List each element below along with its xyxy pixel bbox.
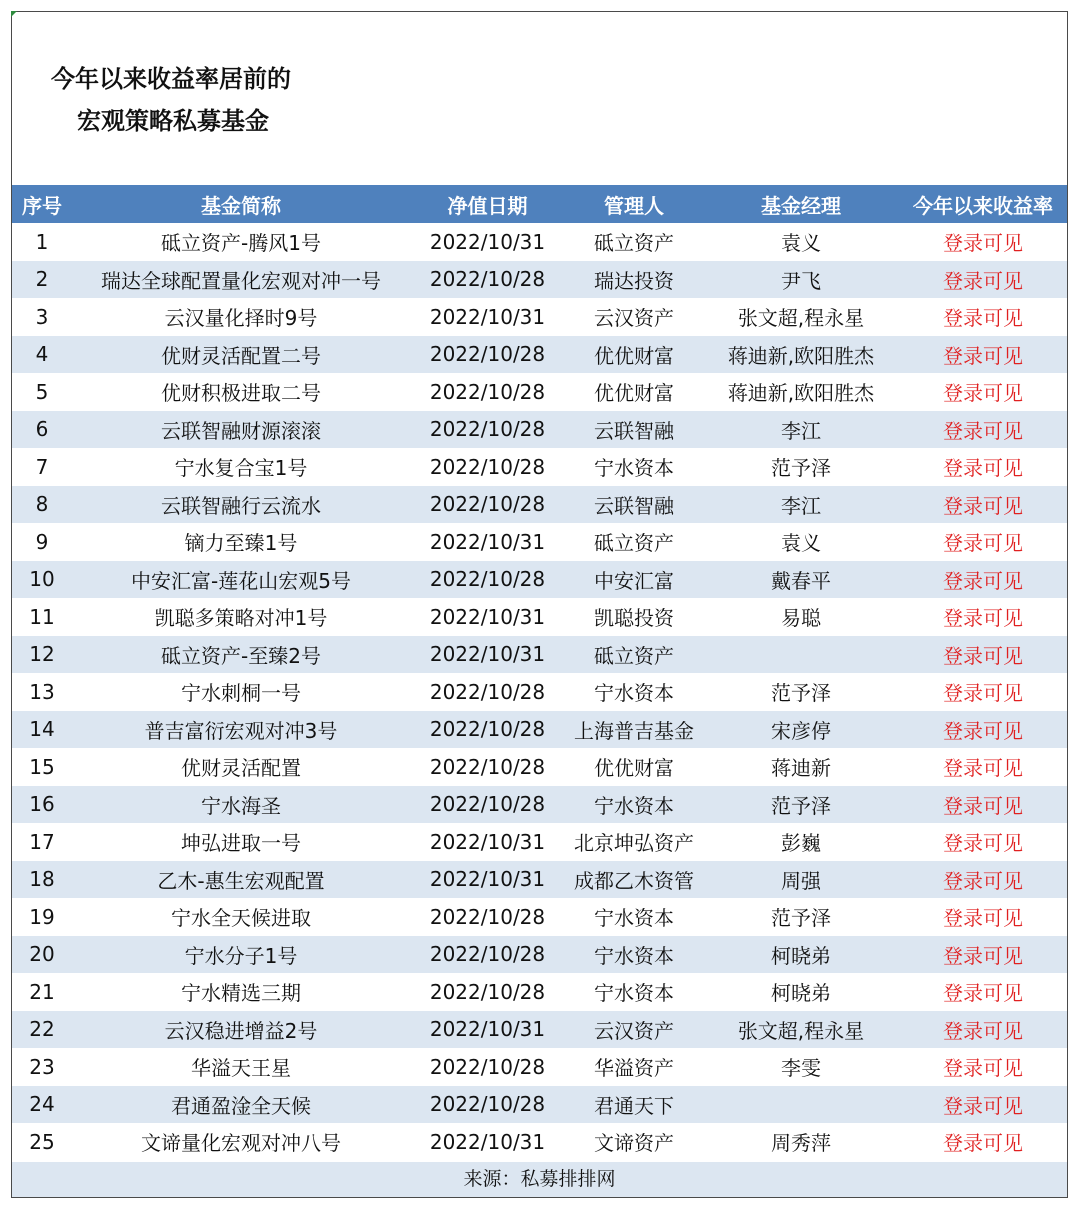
- cell-nav-date: 2022/10/28: [429, 754, 546, 779]
- cell-fund-name: 坤弘进取一号: [181, 831, 301, 856]
- cell-fund-name: 普吉富衍宏观对冲3号: [72, 711, 410, 749]
- cell-manager: 云汉资产: [565, 1011, 703, 1049]
- cell-ytd-return[interactable]: 登录可见: [943, 381, 1023, 406]
- table-row: [12, 861, 1067, 899]
- cell-manager: 凯聪投资: [594, 606, 674, 631]
- cell-manager: 优优财富: [594, 756, 674, 781]
- cell-fund-manager: 袁义: [781, 531, 821, 556]
- page-title: [0, 58, 380, 142]
- cell-manager: 成都乙木资管: [565, 861, 703, 899]
- cell-manager: 北京坤弘资产: [574, 831, 694, 856]
- cell-ytd-return[interactable]: 登录可见: [943, 231, 1023, 256]
- cell-index: 4: [12, 336, 72, 374]
- cell-manager: 华溢资产: [594, 1056, 674, 1081]
- cell-ytd-return[interactable]: 登录可见: [899, 711, 1067, 749]
- fund-table: [12, 185, 1067, 1161]
- cell-corner-marker: [11, 11, 17, 17]
- table-row: [12, 523, 1067, 561]
- cell-manager: 宁水资本: [565, 936, 703, 974]
- cell-nav-date: 2022/10/28: [410, 261, 565, 299]
- cell-fund-name: 云联智融财源滚滚: [72, 411, 410, 449]
- cell-manager: 宁水资本: [594, 456, 674, 481]
- table-row: [12, 711, 1067, 749]
- cell-fund-name: 宁水全天候进取: [171, 906, 311, 931]
- cell-ytd-return[interactable]: 登录可见: [899, 861, 1067, 899]
- table-row: [12, 261, 1067, 299]
- cell-nav-date: 2022/10/28: [410, 936, 565, 974]
- cell-ytd-return[interactable]: 登录可见: [899, 1011, 1067, 1049]
- header-fund-manager: 基金经理: [703, 185, 899, 223]
- table-row: [12, 336, 1067, 374]
- cell-fund-manager: 袁义: [781, 231, 821, 256]
- cell-manager: 云联智融: [565, 486, 703, 524]
- table-row: [12, 748, 1067, 786]
- cell-ytd-return[interactable]: 登录可见: [899, 786, 1067, 824]
- cell-manager: 宁水资本: [565, 786, 703, 824]
- cell-index: 8: [12, 486, 72, 524]
- cell-index: 16: [12, 786, 72, 824]
- cell-fund-name: 镝力至臻1号: [184, 531, 298, 556]
- table-body: [12, 223, 1067, 1161]
- cell-index: 18: [12, 861, 72, 899]
- cell-fund-manager: 蒋迪新,欧阳胜杰: [727, 381, 875, 406]
- cell-nav-date: 2022/10/31: [429, 304, 546, 329]
- cell-nav-date: 2022/10/28: [410, 561, 565, 599]
- cell-fund-manager: 蒋迪新,欧阳胜杰: [703, 336, 899, 374]
- cell-nav-date: 2022/10/28: [410, 711, 565, 749]
- cell-fund-manager: [703, 1086, 899, 1124]
- table-row: [12, 223, 1067, 261]
- cell-nav-date: 2022/10/28: [429, 454, 546, 479]
- cell-fund-name: 华溢天王星: [191, 1056, 291, 1081]
- source-note: 来源：私募排排网: [12, 1162, 1067, 1197]
- cell-fund-name: 云联智融行云流水: [72, 486, 410, 524]
- cell-fund-name: 砥立资产-腾风1号: [161, 231, 321, 256]
- cell-ytd-return[interactable]: 登录可见: [943, 756, 1023, 781]
- cell-ytd-return[interactable]: 登录可见: [943, 681, 1023, 706]
- cell-manager: 砥立资产: [594, 231, 674, 256]
- cell-fund-name: 宁水刺桐一号: [181, 681, 301, 706]
- cell-ytd-return[interactable]: 登录可见: [899, 1086, 1067, 1124]
- header-index: 序号: [12, 185, 72, 223]
- table-row: [12, 823, 1067, 861]
- cell-index: 10: [12, 561, 72, 599]
- cell-index: 24: [12, 1086, 72, 1124]
- cell-fund-name: 宁水分子1号: [72, 936, 410, 974]
- cell-fund-name: 砥立资产-至臻2号: [72, 636, 410, 674]
- cell-fund-manager: 柯晓弟: [771, 981, 831, 1006]
- cell-nav-date: 2022/10/28: [410, 411, 565, 449]
- cell-ytd-return[interactable]: 登录可见: [899, 936, 1067, 974]
- cell-manager: 宁水资本: [594, 681, 674, 706]
- cell-index: 13: [29, 679, 55, 704]
- table-row: [12, 786, 1067, 824]
- cell-fund-manager: 宋彦停: [703, 711, 899, 749]
- cell-fund-manager: 李雯: [781, 1056, 821, 1081]
- cell-fund-manager: 范予泽: [703, 786, 899, 824]
- table-row: [12, 973, 1067, 1011]
- cell-index: 21: [29, 979, 55, 1004]
- cell-ytd-return[interactable]: 登录可见: [899, 636, 1067, 674]
- cell-fund-name: 优财灵活配置: [181, 756, 301, 781]
- cell-fund-manager: 戴春平: [703, 561, 899, 599]
- table-row: [12, 561, 1067, 599]
- table-row: [12, 898, 1067, 936]
- table-header-row: [12, 185, 1067, 223]
- cell-index: 23: [29, 1054, 55, 1079]
- cell-nav-date: 2022/10/28: [429, 1054, 546, 1079]
- cell-index: 22: [12, 1011, 72, 1049]
- cell-nav-date: 2022/10/28: [429, 979, 546, 1004]
- cell-ytd-return[interactable]: 登录可见: [943, 1056, 1023, 1081]
- table-row: [12, 486, 1067, 524]
- cell-nav-date: 2022/10/31: [429, 829, 546, 854]
- cell-ytd-return[interactable]: 登录可见: [943, 606, 1023, 631]
- cell-index: 9: [35, 529, 49, 554]
- table-row: [12, 1086, 1067, 1124]
- cell-fund-name: 云汉稳进增益2号: [72, 1011, 410, 1049]
- cell-nav-date: 2022/10/28: [429, 904, 546, 929]
- cell-manager: 宁水资本: [594, 906, 674, 931]
- header-ytd-return: 今年以来收益率: [899, 185, 1067, 223]
- cell-nav-date: 2022/10/28: [410, 786, 565, 824]
- cell-fund-name: 乙木-惠生宏观配置: [72, 861, 410, 899]
- cell-manager: 中安汇富: [565, 561, 703, 599]
- cell-manager: 瑞达投资: [565, 261, 703, 299]
- cell-fund-manager: 范予泽: [771, 456, 831, 481]
- cell-fund-name: 云汉量化择时9号: [164, 306, 318, 331]
- cell-fund-name: 瑞达全球配置量化宏观对冲一号: [72, 261, 410, 299]
- table-row: [12, 1123, 1067, 1161]
- table-row: [12, 1011, 1067, 1049]
- table-row: [12, 936, 1067, 974]
- cell-nav-date: 2022/10/31: [410, 1011, 565, 1049]
- cell-fund-name: 中安汇富-莲花山宏观5号: [72, 561, 410, 599]
- cell-fund-name: 宁水复合宝1号: [174, 456, 308, 481]
- cell-fund-name: 优财积极进取二号: [161, 381, 321, 406]
- cell-nav-date: 2022/10/31: [429, 529, 546, 554]
- cell-index: 5: [35, 379, 49, 404]
- cell-ytd-return[interactable]: 登录可见: [943, 906, 1023, 931]
- cell-fund-name: 文谛量化宏观对冲八号: [141, 1131, 341, 1156]
- table-row: [12, 373, 1067, 411]
- cell-fund-manager: 周秀萍: [771, 1131, 831, 1156]
- cell-fund-manager: 李江: [703, 486, 899, 524]
- cell-index: 17: [29, 829, 55, 854]
- cell-ytd-return[interactable]: 登录可见: [899, 261, 1067, 299]
- cell-ytd-return[interactable]: 登录可见: [943, 831, 1023, 856]
- table-row: [12, 298, 1067, 336]
- cell-index: 6: [12, 411, 72, 449]
- cell-fund-manager: 彭巍: [781, 831, 821, 856]
- cell-manager: 上海普吉基金: [565, 711, 703, 749]
- cell-manager: 云汉资产: [594, 306, 674, 331]
- cell-fund-manager: 张文超,程永星: [737, 306, 865, 331]
- cell-index: 19: [29, 904, 55, 929]
- cell-ytd-return[interactable]: 登录可见: [899, 411, 1067, 449]
- table-row: [12, 673, 1067, 711]
- cell-ytd-return[interactable]: 登录可见: [943, 456, 1023, 481]
- table-row: [12, 411, 1067, 449]
- cell-nav-date: 2022/10/31: [410, 636, 565, 674]
- cell-fund-manager: 范予泽: [771, 906, 831, 931]
- cell-fund-manager: 周强: [703, 861, 899, 899]
- cell-fund-manager: 蒋迪新: [771, 756, 831, 781]
- cell-nav-date: 2022/10/28: [429, 379, 546, 404]
- cell-manager: 文谛资产: [594, 1131, 674, 1156]
- cell-manager: 君通天下: [565, 1086, 703, 1124]
- cell-manager: 云联智融: [565, 411, 703, 449]
- table-row: [12, 1048, 1067, 1086]
- cell-index: 25: [29, 1129, 55, 1154]
- table-row: [12, 636, 1067, 674]
- cell-nav-date: 2022/10/31: [429, 604, 546, 629]
- cell-fund-manager: 易聪: [781, 606, 821, 631]
- cell-nav-date: 2022/10/31: [429, 229, 546, 254]
- cell-manager: 砥立资产: [594, 531, 674, 556]
- cell-nav-date: 2022/10/31: [410, 861, 565, 899]
- cell-ytd-return[interactable]: 登录可见: [943, 531, 1023, 556]
- cell-fund-manager: 柯晓弟: [703, 936, 899, 974]
- cell-nav-date: 2022/10/28: [429, 679, 546, 704]
- cell-ytd-return[interactable]: 登录可见: [943, 1131, 1023, 1156]
- cell-fund-name: 宁水精选三期: [181, 981, 301, 1006]
- cell-index: 1: [35, 229, 49, 254]
- cell-ytd-return[interactable]: 登录可见: [899, 486, 1067, 524]
- cell-fund-name: 君通盈淦全天候: [72, 1086, 410, 1124]
- cell-manager: 优优财富: [594, 381, 674, 406]
- cell-ytd-return[interactable]: 登录可见: [899, 336, 1067, 374]
- cell-nav-date: 2022/10/28: [410, 486, 565, 524]
- cell-index: 11: [29, 604, 55, 629]
- cell-index: 15: [29, 754, 55, 779]
- header-manager: 管理人: [565, 185, 703, 223]
- cell-index: 20: [12, 936, 72, 974]
- cell-fund-manager: 李江: [703, 411, 899, 449]
- cell-index: 12: [12, 636, 72, 674]
- cell-ytd-return[interactable]: 登录可见: [943, 306, 1023, 331]
- cell-index: 14: [12, 711, 72, 749]
- cell-manager: 优优财富: [565, 336, 703, 374]
- header-nav-date: 净值日期: [410, 185, 565, 223]
- table-row: [12, 448, 1067, 486]
- cell-ytd-return[interactable]: 登录可见: [899, 561, 1067, 599]
- table-row: [12, 598, 1067, 636]
- cell-manager: 宁水资本: [594, 981, 674, 1006]
- header-fund-name: 基金简称: [72, 185, 410, 223]
- cell-fund-name: 宁水海圣: [72, 786, 410, 824]
- cell-fund-manager: 范予泽: [771, 681, 831, 706]
- cell-ytd-return[interactable]: 登录可见: [943, 981, 1023, 1006]
- cell-fund-manager: 尹飞: [703, 261, 899, 299]
- cell-index: 2: [12, 261, 72, 299]
- cell-nav-date: 2022/10/28: [410, 1086, 565, 1124]
- title-line-2: 宏观策略私募基金: [77, 107, 269, 135]
- cell-fund-name: 优财灵活配置二号: [72, 336, 410, 374]
- cell-nav-date: 2022/10/28: [410, 336, 565, 374]
- cell-index: 7: [35, 454, 49, 479]
- cell-fund-manager: 张文超,程永星: [703, 1011, 899, 1049]
- cell-fund-manager: [703, 636, 899, 674]
- cell-manager: 砥立资产: [565, 636, 703, 674]
- cell-nav-date: 2022/10/31: [429, 1129, 546, 1154]
- cell-index: 3: [35, 304, 49, 329]
- title-line-1: 今年以来收益率居前的: [51, 65, 291, 93]
- cell-fund-name: 凯聪多策略对冲1号: [154, 606, 328, 631]
